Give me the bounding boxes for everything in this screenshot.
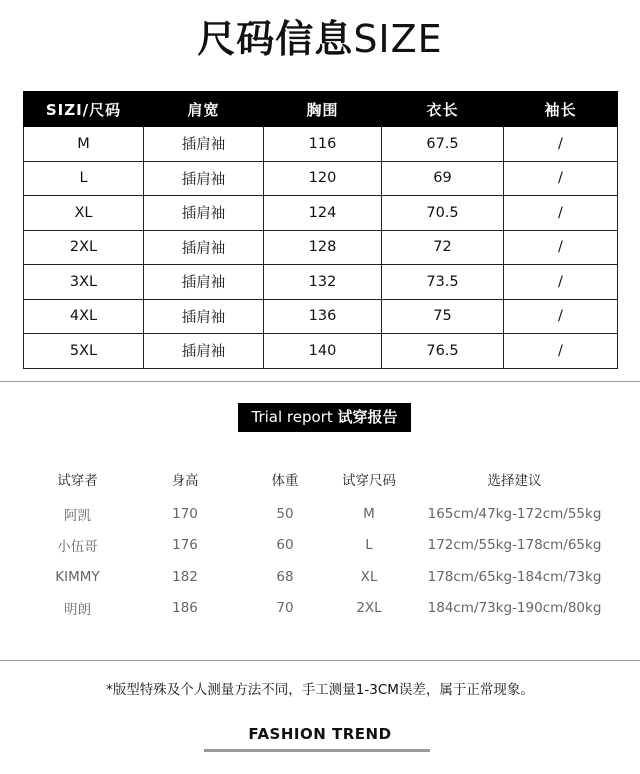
trial-advice-cell: 172cm/55kg-178cm/65kg bbox=[427, 537, 602, 554]
shoulder-cell: 插肩袖 bbox=[144, 161, 264, 196]
trial-size-cell: M bbox=[363, 505, 375, 522]
chest-cell: 116 bbox=[264, 127, 382, 162]
sleeve-cell: / bbox=[504, 196, 618, 231]
trial-person-cell: 明朗 bbox=[64, 602, 91, 619]
length-cell: 67.5 bbox=[382, 127, 504, 162]
size-table bbox=[23, 91, 618, 369]
trial-person-cell: 阿凯 bbox=[64, 507, 91, 524]
trial-size-cell: L bbox=[365, 537, 373, 554]
shoulder-cell: 插肩袖 bbox=[144, 230, 264, 265]
chest-cell: 128 bbox=[264, 230, 382, 265]
size-header-chest: 胸围 bbox=[264, 92, 382, 127]
size-cell: 2XL bbox=[24, 230, 144, 265]
trial-table-row bbox=[30, 530, 616, 562]
trial-report-label bbox=[238, 403, 411, 432]
trial-person-cell: KIMMY bbox=[55, 568, 100, 585]
trial-table-row bbox=[30, 593, 616, 625]
trial-header-advice: 选择建议 bbox=[487, 473, 542, 489]
trial-height-cell: 176 bbox=[172, 537, 198, 554]
trial-table bbox=[30, 460, 616, 624]
size-header-size: SIZI/尺码 bbox=[24, 92, 144, 127]
trial-advice-cell: 178cm/65kg-184cm/73kg bbox=[427, 568, 602, 585]
sleeve-cell: / bbox=[504, 265, 618, 300]
trial-weight-cell: 68 bbox=[276, 568, 294, 585]
chest-cell: 132 bbox=[264, 265, 382, 300]
trial-height-cell: 170 bbox=[172, 505, 198, 522]
size-cell: XL bbox=[24, 196, 144, 231]
sleeve-cell: / bbox=[504, 299, 618, 334]
sleeve-cell: / bbox=[504, 127, 618, 162]
trial-table-row bbox=[30, 498, 616, 530]
trial-header-weight: 体重 bbox=[271, 473, 299, 489]
trial-label-cn: 试穿报告 bbox=[337, 408, 398, 426]
page-title bbox=[0, 8, 640, 63]
section-divider-bottom bbox=[0, 660, 640, 661]
length-cell: 72 bbox=[382, 230, 504, 265]
brand-underline bbox=[204, 749, 430, 752]
size-cell: M bbox=[24, 127, 144, 162]
size-table-header bbox=[24, 92, 618, 127]
chest-cell: 136 bbox=[264, 299, 382, 334]
measurement-note: *版型特殊及个人测量方法不同，手工测量1-3CM误差，属于正常现象。 bbox=[106, 682, 534, 698]
trial-header-size: 试穿尺码 bbox=[342, 473, 396, 489]
trial-table-header bbox=[30, 460, 616, 498]
trial-height-cell: 186 bbox=[172, 600, 198, 617]
sleeve-cell: / bbox=[504, 334, 618, 369]
size-header-sleeve: 袖长 bbox=[504, 92, 618, 127]
size-table-row bbox=[24, 265, 618, 300]
size-cell: L bbox=[24, 161, 144, 196]
size-table-row bbox=[24, 299, 618, 334]
trial-size-cell: XL bbox=[360, 568, 378, 585]
shoulder-cell: 插肩袖 bbox=[144, 299, 264, 334]
trial-header-height: 身高 bbox=[171, 473, 199, 489]
section-divider bbox=[0, 381, 640, 382]
trial-header-person: 试穿者 bbox=[57, 473, 98, 489]
chest-cell: 140 bbox=[264, 334, 382, 369]
size-header-length: 衣长 bbox=[382, 92, 504, 127]
trial-height-cell: 182 bbox=[172, 568, 198, 585]
trial-weight-cell: 60 bbox=[276, 537, 294, 554]
sleeve-cell: / bbox=[504, 230, 618, 265]
length-cell: 73.5 bbox=[382, 265, 504, 300]
size-cell: 4XL bbox=[24, 299, 144, 334]
size-table-row bbox=[24, 161, 618, 196]
trial-weight-cell: 50 bbox=[276, 505, 294, 522]
trial-size-cell: 2XL bbox=[356, 600, 382, 617]
size-cell: 5XL bbox=[24, 334, 144, 369]
sleeve-cell: / bbox=[504, 161, 618, 196]
size-cell: 3XL bbox=[24, 265, 144, 300]
shoulder-cell: 插肩袖 bbox=[144, 265, 264, 300]
trial-weight-cell: 70 bbox=[276, 600, 294, 617]
length-cell: 69 bbox=[382, 161, 504, 196]
shoulder-cell: 插肩袖 bbox=[144, 196, 264, 231]
trial-table-row bbox=[30, 561, 616, 593]
trial-person-cell: 小伍哥 bbox=[57, 539, 98, 556]
size-table-row bbox=[24, 334, 618, 369]
length-cell: 75 bbox=[382, 299, 504, 334]
trial-advice-cell: 165cm/47kg-172cm/55kg bbox=[427, 505, 602, 522]
chest-cell: 124 bbox=[264, 196, 382, 231]
trial-label-en: Trial report bbox=[251, 408, 333, 426]
length-cell: 76.5 bbox=[382, 334, 504, 369]
brand-slogan: FASHION TREND bbox=[248, 725, 392, 743]
length-cell: 70.5 bbox=[382, 196, 504, 231]
size-table-row bbox=[24, 127, 618, 162]
page-title-en: SIZE bbox=[353, 17, 443, 61]
trial-advice-cell: 184cm/73kg-190cm/80kg bbox=[427, 600, 602, 617]
shoulder-cell: 插肩袖 bbox=[144, 334, 264, 369]
chest-cell: 120 bbox=[264, 161, 382, 196]
size-table-row bbox=[24, 230, 618, 265]
size-table-row bbox=[24, 196, 618, 231]
size-header-shoulder: 肩宽 bbox=[144, 92, 264, 127]
shoulder-cell: 插肩袖 bbox=[144, 127, 264, 162]
page-title-cn: 尺码信息 bbox=[197, 17, 354, 61]
